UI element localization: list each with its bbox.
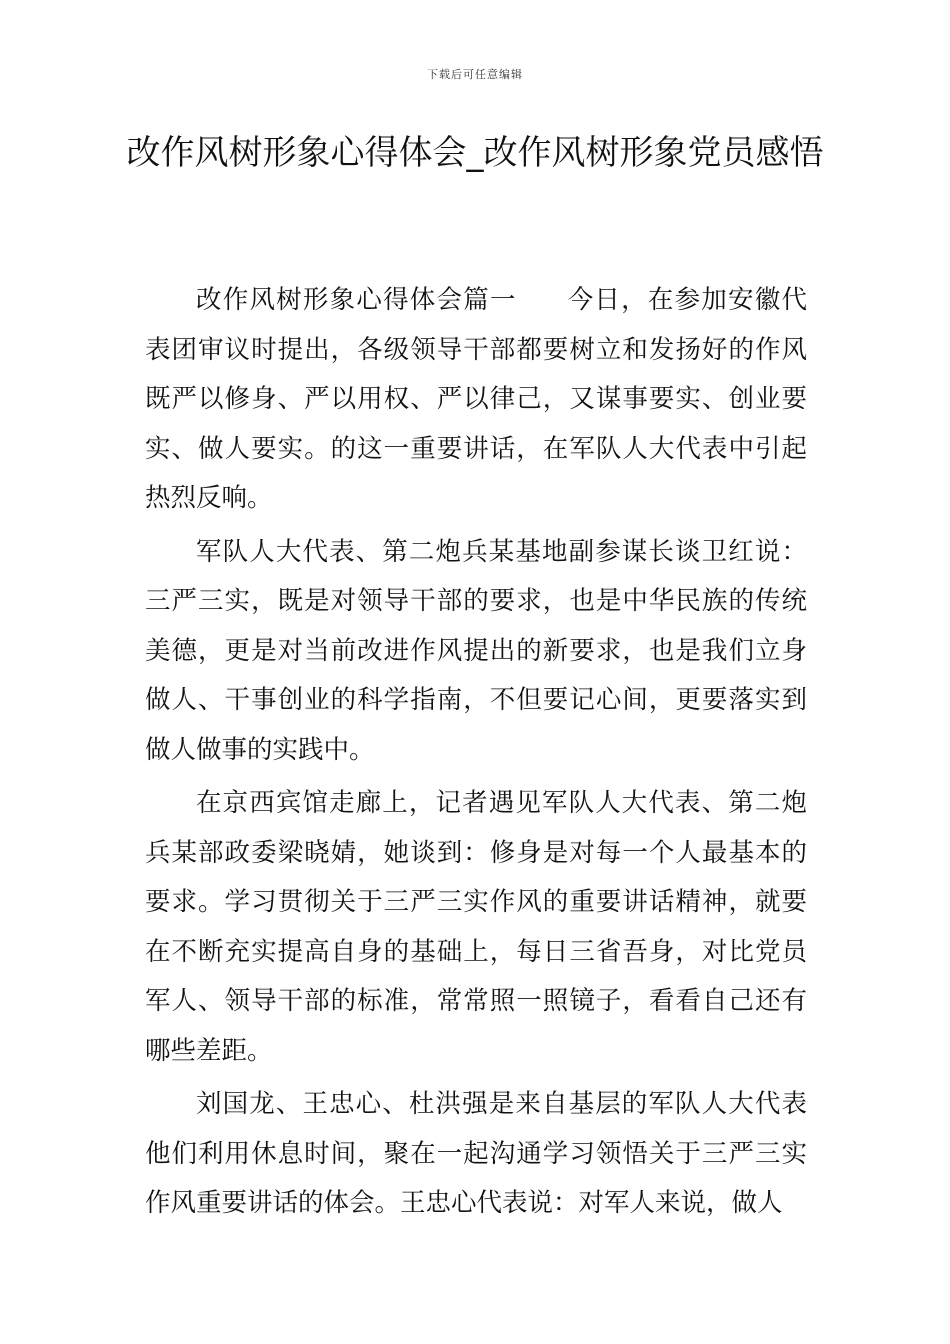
document-body (145, 276, 807, 1233)
section-heading: 改作风树形象心得体会篇一 (196, 285, 517, 315)
paragraph-2: 军队人大代表、第二炮兵某基地副参谋长谈卫红说：三严三实，既是对领导干部的要求，也是中华民族的传统美德，更是对当前改进作风提出的新要求，也是我们立身做人、干事创业的科学指南，不但要记心间，更要落实到做人做事的实践中。 (145, 536, 807, 765)
paragraph-1 (145, 276, 807, 524)
paragraph-text: 今日，在参加安徽代表团审议时提出，各级领导干部都要树立和发扬好的作风既严以修身、严以用权、严以律己，又谋事要实、创业要实、做人要实。的这一重要讲话，在军队人大代表中引起热烈反响。 (145, 285, 807, 513)
document-title: 改作风树形象心得体会_改作风树形象党员感悟 (126, 133, 824, 173)
page-header: 下载后可任意编辑 (427, 68, 523, 81)
paragraph-4: 刘国龙、王忠心、杜洪强是来自基层的军队人大代表他们利用休息时间，聚在一起沟通学习领悟关于三严三实作风重要讲话的体会。王忠心代表说：对军人来说，做人 (145, 1089, 807, 1218)
paragraph-3: 在京西宾馆走廊上，记者遇见军队人大代表、第二炮兵某部政委梁晓婧，她谈到：修身是对每一个人最基本的要求。学习贯彻关于三严三实作风的重要讲话精神，就要在不断充实提高自身的基础上，每日三省吾身，对比党员军人、领导干部的标准，常常照一照镜子，看看自己还有哪些差距。 (145, 788, 807, 1066)
